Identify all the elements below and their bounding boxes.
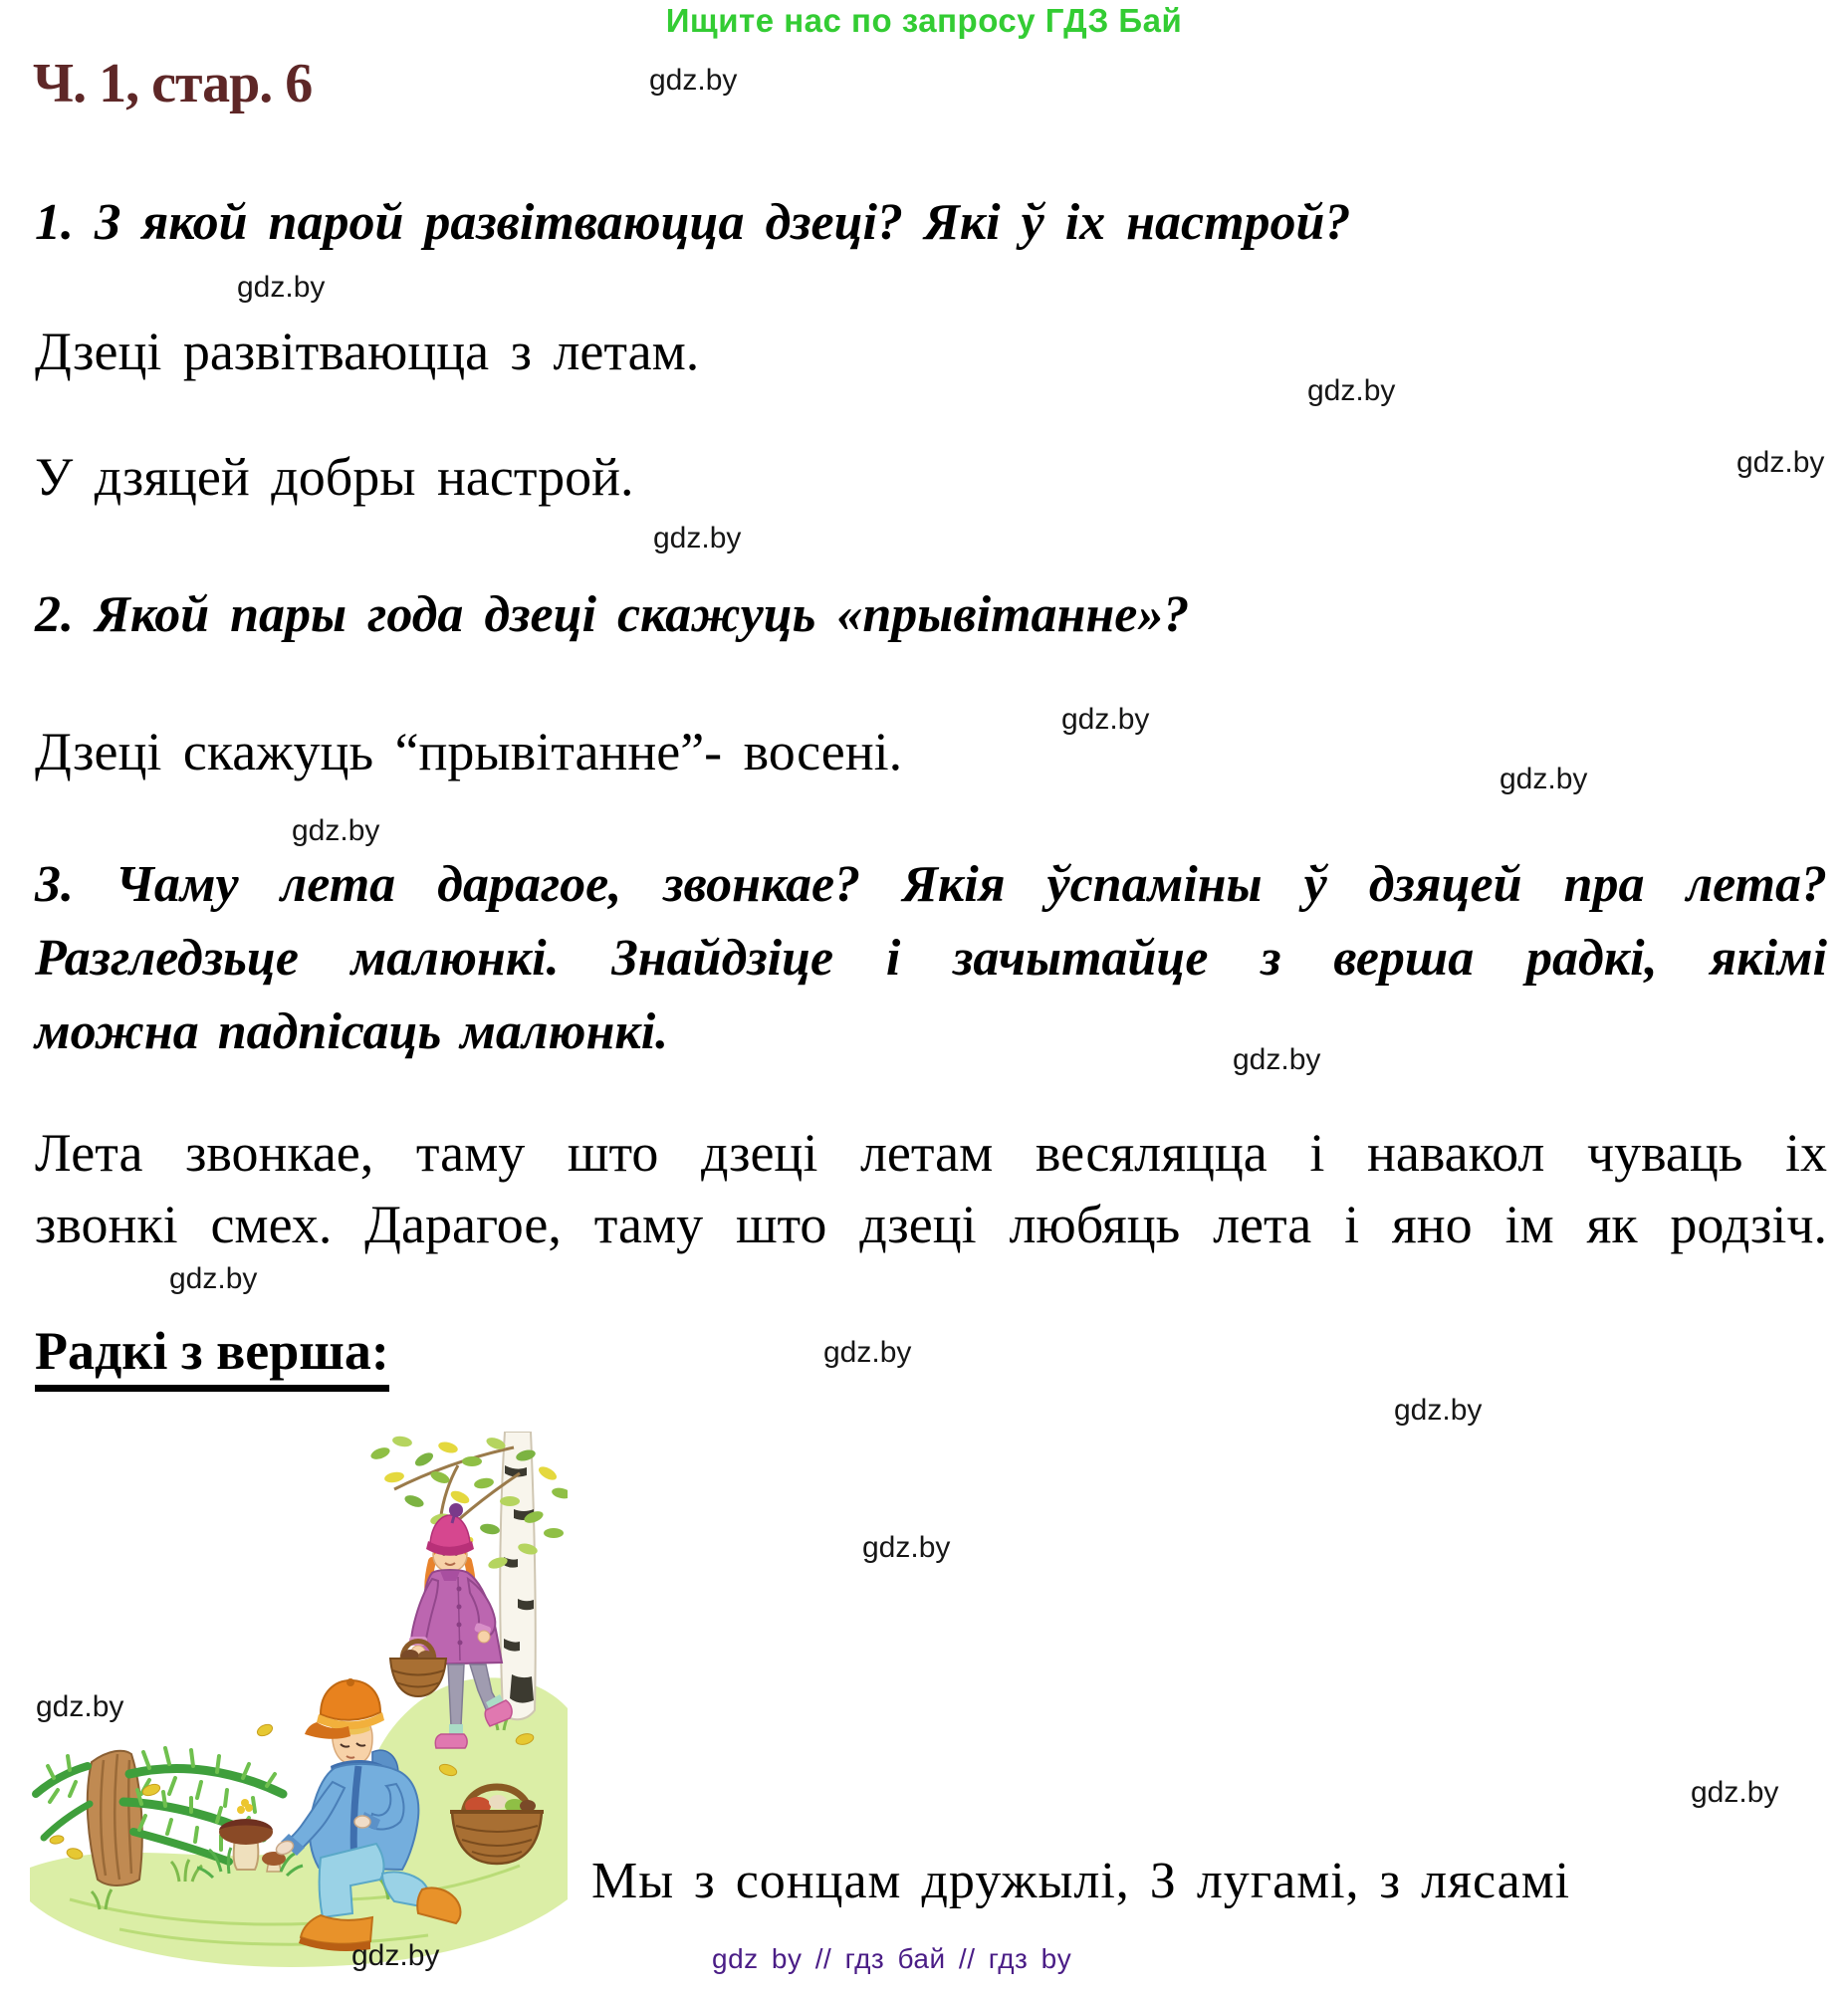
- gdz-watermark: gdz.by: [237, 271, 326, 304]
- gdz-watermark: gdz.by: [649, 64, 738, 97]
- gdz-watermark: gdz.by: [1233, 1043, 1321, 1076]
- gdz-watermark: gdz.by: [36, 1690, 124, 1723]
- gdz-watermark: gdz.by: [1691, 1776, 1779, 1809]
- answer-3-line-2: звонкі смех. Дарагое, таму што дзеці любяць лета і яно ім як родзіч.: [35, 1195, 1827, 1254]
- answer-1-line-1: Дзеці развітваюцца з летам.: [35, 322, 700, 381]
- question-2: 2. Якой пары года дзеці скажуць «прывітанне»?: [35, 586, 1190, 643]
- answer-2: Дзеці скажуць “прывітанне”- восені.: [35, 722, 903, 781]
- gdz-watermark: gdz.by: [1307, 374, 1396, 407]
- verse-section-heading: Радкі з верша:: [35, 1320, 389, 1392]
- question-1: 1. З якой парой развітваюцца дзеці? Які ў іх настрой?: [35, 194, 1351, 251]
- answer-1-line-2: У дзяцей добры настрой.: [35, 447, 634, 507]
- question-3: [35, 848, 1827, 1069]
- question-3-line-2: Разгледзьце малюнкі. Знайдзіце і зачытайце з верша радкі, якімі: [35, 930, 1827, 987]
- gdz-watermark: gdz.by: [862, 1531, 951, 1564]
- gdz-watermark: gdz.by: [1736, 446, 1825, 479]
- question-3-line-3: можна падпісаць малюнкі.: [35, 1003, 669, 1060]
- gdz-watermark: gdz.by: [823, 1336, 912, 1369]
- promo-banner: Ищите нас по запросу ГДЗ Бай: [665, 2, 1183, 39]
- gdz-watermark: gdz.by: [292, 814, 380, 847]
- gdz-watermark: gdz.by: [169, 1262, 258, 1295]
- answer-3-line-1: Лета звонкае, таму што дзеці летам весяляцца і навакол чуваць іх: [35, 1123, 1827, 1183]
- verse-line: Мы з сонцам дружылі, З лугамі, з лясамі: [591, 1853, 1571, 1909]
- gdz-watermark: gdz.by: [653, 522, 742, 554]
- gdz-watermark: gdz.by: [1061, 703, 1150, 736]
- site-footer: gdz by // гдз бай // гдз by: [712, 1943, 1072, 1974]
- gdz-watermark: gdz.by: [1500, 763, 1588, 795]
- gdz-watermark: gdz.by: [351, 1939, 440, 1972]
- question-3-line-1: 3. Чаму лета дарагое, звонкае? Якія ўспаміны ў дзяцей пра лета?: [35, 856, 1827, 913]
- gdz-watermark: gdz.by: [1394, 1394, 1483, 1427]
- page-title: Ч. 1, стар. 6: [33, 53, 313, 114]
- answer-3: [35, 1117, 1827, 1260]
